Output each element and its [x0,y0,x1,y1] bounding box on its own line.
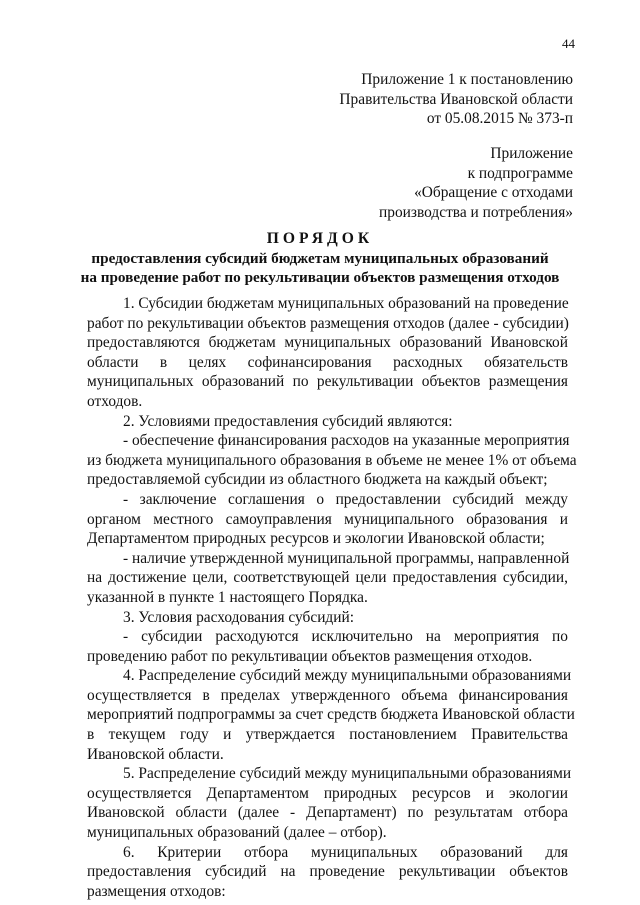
body-line: указанной в пункте 1 настоящего Порядка. [87,588,368,606]
document-subtitle [70,249,570,287]
body-line: - субсидии расходуются исключительно на мероприятия по [123,628,568,646]
body-line: работ по рекультивации объектов размещения отходов (далее - субсидии) [87,314,569,332]
body-line: осуществляется Департаментом природных ресурсов и экологии [87,784,568,802]
body-line: 4. Распределение субсидий между муниципальными образованиями [123,667,572,685]
body-line: предоставляются бюджетам муниципальных образований Ивановской [87,334,568,352]
body-line: 6. Критерии отбора муниципальных образований для [123,843,568,861]
body-line: Ивановской области (далее - Департамент) по результатам отбора [87,804,568,822]
body-line: 1. Субсидии бюджетам муниципальных образований на проведение [123,295,569,312]
appendix-line: Правительства Ивановской области [339,90,573,108]
body-line: - наличие утвержденной муниципальной программы, направленной [123,549,570,567]
body-line: Ивановской области. [87,745,224,763]
body-line: 3. Условия расходования субсидий: [123,608,355,626]
appendix-line: к подпрограмме [467,164,573,182]
appendix-line: «Обращение с отходами [414,184,573,202]
body-line: муниципальных образований (далее – отбор). [87,824,387,842]
appendix-line: производства и потребления» [379,203,573,221]
page-number: 44 [562,36,575,51]
body-line: из бюджета муниципального образования в объеме не менее 1% от объема [87,451,577,469]
appendix-line: Приложение [490,145,573,162]
body-text [87,294,577,901]
body-line: мероприятий подпрограммы за счет средств бюджета Ивановской области [87,706,575,724]
body-line: - заключение соглашения о предоставлении субсидий между [123,490,568,508]
body-line: отходов. [87,392,143,410]
body-line: на достижение цели, соответствующей цели предоставления субсидии, [87,569,568,587]
body-line: предоставляемой субсидии из областного бюджета на каждый объект; [87,471,548,489]
body-line: - обеспечение финансирования расходов на указанные мероприятия [123,432,570,450]
subtitle-line: на проведение работ по рекультивации объектов размещения отходов [80,269,560,286]
body-line: проведению работ по рекультивации объектов размещения отходов. [87,647,533,665]
subprogram-appendix-block [379,144,573,222]
body-line: предоставления субсидий на проведение рекультивации объектов [87,863,568,881]
appendix-reference-block [339,70,573,129]
appendix-line: Приложение 1 к постановлению [361,71,573,88]
body-line: Департаментом природных ресурсов и экологии Ивановской области; [87,530,545,548]
body-line: области в целях софинансирования расходных обязательств [87,353,568,371]
body-line: в текущем году и утверждается постановлением Правительства [87,726,568,744]
body-line: муниципальных образований по рекультивации объектов размещения [87,373,568,391]
document-title: ПОРЯДОК [266,230,374,247]
body-line: 2. Условиями предоставления субсидий являются: [123,412,453,430]
body-line: размещения отходов: [87,882,226,900]
appendix-line: от 05.08.2015 № 373-п [426,110,573,128]
body-line: осуществляется в пределах утвержденного объема финансирования [87,686,568,704]
subtitle-line: предоставления субсидий бюджетам муниципальных образований [91,250,549,267]
body-line: 5. Распределение субсидий между муниципальными образованиями [123,765,572,783]
body-line: органом местного самоуправления муниципального образования и [87,510,568,528]
